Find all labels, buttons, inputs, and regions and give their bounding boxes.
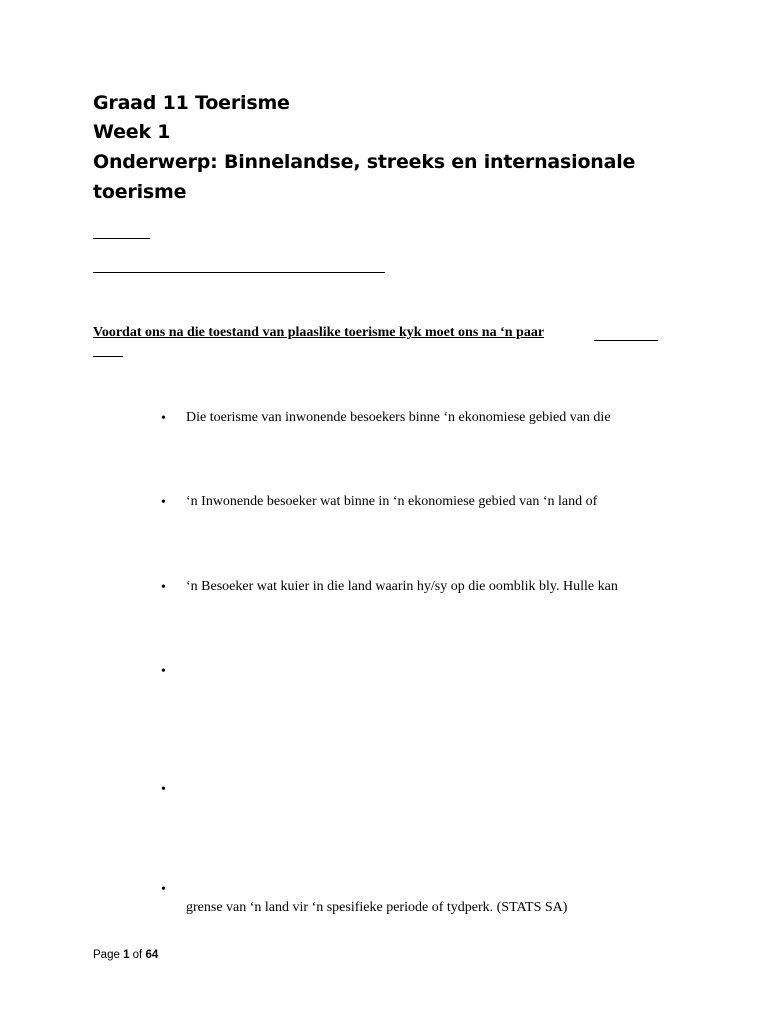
week-heading: Week 1 (93, 121, 171, 143)
bullet-text: Die toerisme van inwonende besoekers binne ‘n ekonomiese gebied van die (186, 410, 611, 425)
bullet-marker: • (161, 664, 166, 679)
bullet-text: ‘n Inwonende besoeker wat binne in ‘n ekonomiese gebied van ‘n land of (186, 494, 598, 509)
bullet-text: grense van ‘n land vir ‘n spesifieke periode of tydperk. (STATS SA) (186, 900, 568, 915)
page-number (93, 947, 158, 963)
document-title: Graad 11 Toerisme (93, 92, 290, 114)
topic-heading-line1: Onderwerp: Binnelandse, streeks en internasionale (93, 151, 636, 173)
bullet-marker: • (161, 782, 166, 797)
intro-sentence: Voordat ons na die toestand van plaaslike toerisme kyk moet ons na ‘n paar (93, 325, 545, 340)
page-label: Page (93, 949, 124, 961)
bullet-marker: • (161, 411, 166, 426)
bullet-marker: • (161, 580, 166, 595)
total-pages: 64 (145, 949, 159, 961)
blank-line-short (93, 238, 150, 239)
topic-heading-line2: toerisme (93, 181, 187, 203)
bullet-text: ‘n Besoeker wat kuier in die land waarin hy/sy op die oomblik bly. Hulle kan (186, 579, 618, 594)
bullet-marker: • (161, 882, 166, 897)
bullet-marker: • (161, 495, 166, 510)
blank-line-lead-end (594, 340, 658, 341)
blank-line-long (93, 272, 385, 273)
page-separator: of (129, 949, 146, 961)
current-page: 1 (123, 949, 130, 961)
blank-line-lead-continuation (93, 356, 123, 357)
